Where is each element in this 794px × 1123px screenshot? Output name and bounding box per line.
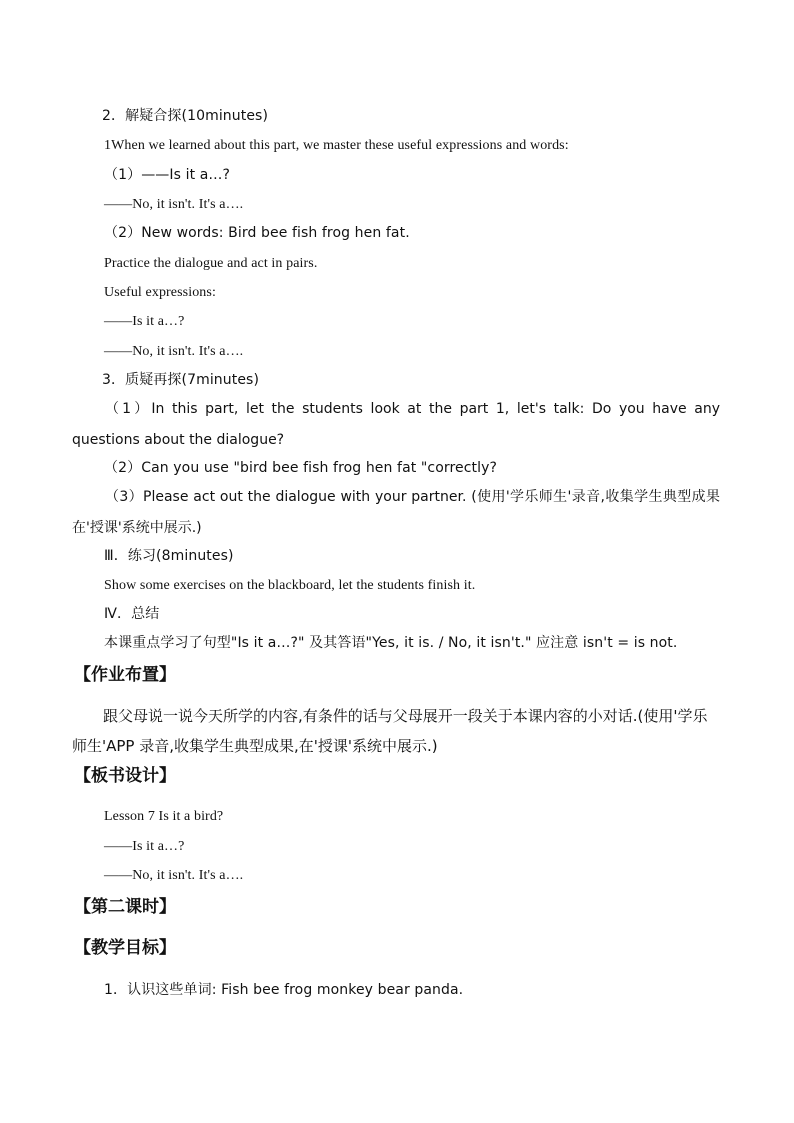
goal-item: 1．认识这些单词: Fish bee frog monkey bear panda. (104, 982, 464, 998)
section-3-question-3: （3）Please act out the dialogue with your partner. (使用'学乐师生'录音,收集学生典型成果在'授课'系统中展示.) (72, 489, 720, 536)
section-2-line: Useful expressions: (104, 285, 216, 300)
homework-heading: 【作业布置】 (74, 665, 176, 685)
section-3-title: 3．质疑再探(7minutes) (102, 372, 260, 388)
section-2-line: ——No, it isn't. It's a…. (104, 197, 244, 212)
board-design-heading: 【板书设计】 (74, 766, 176, 786)
section-2-line: Practice the dialogue and act in pairs. (104, 256, 318, 271)
section-2-line: ——No, it isn't. It's a…. (104, 344, 244, 359)
summary-text: 本课重点学习了句型"Is it a…?" 及其答语"Yes, it is. / No, it isn't." 应注意 isn't = is not. (104, 635, 678, 651)
section-2-title: 2．解疑合探(10minutes) (102, 108, 269, 124)
second-lesson-heading: 【第二课时】 (74, 897, 176, 917)
practice-title: Ⅲ．练习(8minutes) (104, 548, 234, 564)
board-line: ——Is it a…? (104, 839, 185, 854)
practice-text: Show some exercises on the blackboard, let the students finish it. (104, 578, 476, 593)
teaching-goals-heading: 【教学目标】 (74, 938, 176, 958)
section-3-question-1: （1）In this part, let the students look at the part 1, let's talk: Do you have any questions about the dialogue? (72, 401, 720, 448)
section-2-line: （2）New words: Bird bee fish frog hen fat. (104, 225, 410, 241)
summary-title: Ⅳ．总结 (104, 606, 160, 622)
section-2-line: （1）——Is it a…? (104, 167, 231, 183)
section-2-line: 1When we learned about this part, we master these useful expressions and words: (104, 138, 569, 153)
board-line: Lesson 7 Is it a bird? (104, 809, 224, 824)
section-3-question-2: （2）Can you use "bird bee fish frog hen fat "correctly? (104, 460, 498, 476)
section-2-line: ——Is it a…? (104, 314, 185, 329)
board-line: ——No, it isn't. It's a…. (104, 868, 244, 883)
homework-text: 跟父母说一说今天所学的内容,有条件的话与父母展开一段关于本课内容的小对话.(使用'学乐师生'APP 录音,收集学生典型成果,在'授课'系统中展示.) (72, 707, 708, 755)
